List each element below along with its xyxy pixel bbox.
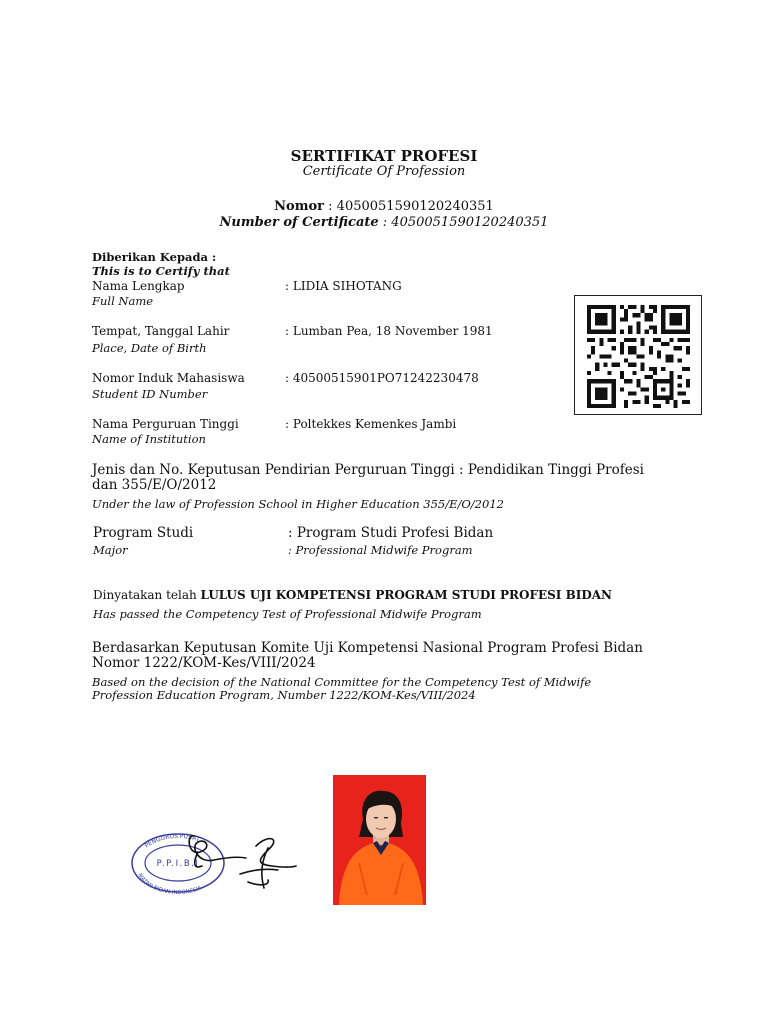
given-to-label: Diberikan Kepada : [92,250,217,264]
svg-text:IKATAN BIDAN INDONESIA [136,873,203,896]
passed-statement [93,588,612,602]
field-value-institution: : Poltekkes Kemenkes Jambi [285,417,457,431]
field-label: Nomor Induk Mahasiswa [92,371,245,385]
passed-prefix: Dinyatakan telah [93,588,201,602]
field-label: Nama Lengkap [92,279,185,293]
program-label-en: Major [93,543,128,557]
qr-code-icon [587,305,690,408]
number-label-en: Number of Certificate [219,215,379,230]
field-label-en: Full Name [92,294,154,308]
person-photo-icon [333,775,426,905]
organization-stamp [128,830,308,904]
number-value: : 4050051590120240351 [328,199,494,214]
field-label-en: Student ID Number [92,387,208,401]
field-value-birth: : Lumban Pea, 18 November 1981 [285,324,493,338]
field-label: Tempat, Tanggal Lahir [92,324,230,338]
stamp-top-text: PENGURUS PUSAT [143,832,201,850]
program-value-en: : Professional Midwife Program [288,543,473,557]
basis-en-2: Profession Education Program, Number 1222/KOM-Kes/VIII/2024 [92,688,476,702]
passed-bold: LULUS UJI KOMPETENSI PROGRAM STUDI PROFESI BIDAN [200,588,613,602]
decree-line-2: dan 355/E/O/2012 [92,477,217,493]
field-value-student-id: : 40500515901PO71242230478 [285,371,479,385]
qr-code [574,295,702,415]
decree-line-1: Jenis dan No. Keputusan Pendirian Perguruan Tinggi : Pendidikan Tinggi Profesi [92,462,644,478]
certificate-title: SERTIFIKAT PROFESI [290,147,478,165]
stamp-center-text: P.P.I.B.I [156,859,200,869]
number-value-en: : 4050051590120240351 [382,215,549,230]
basis-line-1: Berdasarkan Keputusan Komite Uji Kompetensi Nasional Program Profesi Bidan [92,640,643,656]
field-value-name: : LIDIA SIHOTANG [285,279,402,293]
signature [189,836,296,888]
program-label: Program Studi [93,525,194,541]
certificate-subtitle: Certificate Of Profession [302,164,466,179]
field-label-en: Place, Date of Birth [92,341,207,355]
certificate-number-line [0,199,768,214]
number-label: Nomor [274,199,325,214]
stamp-seal-icon [128,830,308,900]
certificate-number-line-en [0,215,768,230]
decree-en: Under the law of Profession School in Higher Education 355/E/O/2012 [92,497,504,511]
passed-en: Has passed the Competency Test of Professional Midwife Program [93,607,482,621]
basis-line-2: Nomor 1222/KOM-Kes/VIII/2024 [92,655,316,671]
profile-photo [333,775,426,905]
field-label: Nama Perguruan Tinggi [92,417,239,431]
program-value: : Program Studi Profesi Bidan [288,525,494,541]
stamp-bottom-text: IKATAN BIDAN INDONESIA [136,872,203,897]
field-label-en: Name of Institution [92,432,206,446]
basis-en-1: Based on the decision of the National Committee for the Competency Test of Midwife [92,675,592,689]
given-to-label-en: This is to Certify that [92,264,230,278]
